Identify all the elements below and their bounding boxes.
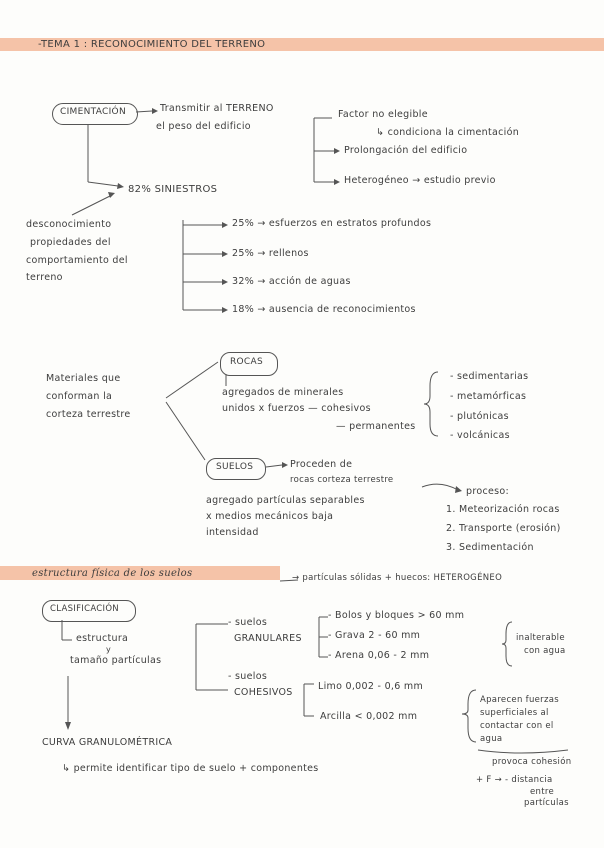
siniestros-label: 82% SINIESTROS xyxy=(128,184,218,195)
clasificacion-label: CLASIFICACIÓN xyxy=(50,604,119,614)
rocas-def-3: — permanentes xyxy=(336,421,416,432)
cohesivos-label-1: - suelos xyxy=(228,671,268,682)
suelos-origin-2: rocas corteza terrestre xyxy=(290,475,394,485)
granulares-label-2: GRANULARES xyxy=(234,633,302,644)
suelos-step-2: 2. Transporte (erosión) xyxy=(446,523,561,534)
suelos-label: SUELOS xyxy=(216,462,254,472)
cimentacion-def-line2: el peso del edificio xyxy=(156,121,251,132)
clasificacion-criteria-2: y xyxy=(106,645,112,654)
suelos-proceso-label: proceso: xyxy=(466,486,509,497)
estructura-title: estructura física de los suelos xyxy=(32,568,193,579)
materiales-line-2: conforman la xyxy=(46,391,113,402)
clasificacion-criteria-1: estructura xyxy=(76,633,129,644)
granulares-item-1: - Bolos y bloques > 60 mm xyxy=(328,610,465,621)
cimentacion-item-2: ↳ condiciona la cimentación xyxy=(376,127,520,138)
cohesivos-note-2: superficiales al xyxy=(480,708,549,718)
rocas-def-1: agregados de minerales xyxy=(222,387,344,398)
cohesivos-item-2: Arcilla < 0,002 mm xyxy=(320,711,418,722)
rocas-type-1: - sedimentarias xyxy=(450,371,529,382)
cimentacion-item-4: Heterogéneo → estudio previo xyxy=(344,175,496,186)
granulares-label-1: - suelos xyxy=(228,617,268,628)
curva-desc: ↳ permite identificar tipo de suelo + componentes xyxy=(62,763,319,774)
siniestros-item-1: 25% → esfuerzos en estratos profundos xyxy=(232,218,432,229)
clasificacion-criteria-3: tamaño partículas xyxy=(70,655,162,666)
cohesion-line-3: entre xyxy=(530,787,554,797)
suelos-def-1: agregado partículas separables xyxy=(206,495,365,506)
siniestros-cause-1: desconocimiento xyxy=(26,219,112,230)
cohesion-line-2: + F → - distancia xyxy=(476,775,553,785)
cohesion-line-1: provoca cohesión xyxy=(492,757,572,767)
rocas-label: ROCAS xyxy=(230,357,263,367)
rocas-type-3: - plutónicas xyxy=(450,411,509,422)
granulares-note-2: con agua xyxy=(524,646,566,656)
cohesion-line-4: partículas xyxy=(524,798,569,808)
granulares-item-3: - Arena 0,06 - 2 mm xyxy=(328,650,430,661)
suelos-def-3: intensidad xyxy=(206,527,259,538)
rocas-type-4: - volcánicas xyxy=(450,430,510,441)
siniestros-item-4: 18% → ausencia de reconocimientos xyxy=(232,304,416,315)
rocas-type-2: - metamórficas xyxy=(450,391,527,402)
suelos-step-1: 1. Meteorización rocas xyxy=(446,504,560,515)
suelos-step-3: 3. Sedimentación xyxy=(446,542,534,553)
materiales-line-1: Materiales que xyxy=(46,373,121,384)
page-title: -TEMA 1 : RECONOCIMIENTO DEL TERRENO xyxy=(38,39,266,50)
cohesivos-item-1: Limo 0,002 - 0,6 mm xyxy=(318,681,424,692)
materiales-line-3: corteza terrestre xyxy=(46,409,131,420)
cohesivos-note-4: agua xyxy=(480,734,503,744)
cohesivos-note-3: contactar con el xyxy=(480,721,554,731)
cimentacion-item-1: Factor no elegible xyxy=(338,109,428,120)
suelos-def-2: x medios mecánicos baja xyxy=(206,511,334,522)
cimentacion-item-3: Prolongación del edificio xyxy=(344,145,468,156)
siniestros-cause-2: propiedades del xyxy=(30,237,111,248)
granulares-item-2: - Grava 2 - 60 mm xyxy=(328,630,421,641)
cimentacion-def-line1: Transmitir al TERRENO xyxy=(160,103,274,114)
siniestros-cause-3: comportamiento del xyxy=(26,255,128,266)
cohesivos-label-2: COHESIVOS xyxy=(234,687,293,698)
cimentacion-label: CIMENTACIÓN xyxy=(60,107,126,117)
siniestros-item-3: 32% → acción de aguas xyxy=(232,276,351,287)
suelos-origin-1: Proceden de xyxy=(290,459,353,470)
siniestros-cause-4: terreno xyxy=(26,272,63,283)
rocas-def-2: unidos x fuerzos — cohesivos xyxy=(222,403,371,414)
granulares-note-1: inalterable xyxy=(516,633,565,643)
estructura-desc: → partículas sólidas + huecos: HETEROGÉNEO xyxy=(292,573,503,583)
siniestros-item-2: 25% → rellenos xyxy=(232,248,309,259)
curva-label: CURVA GRANULOMÉTRICA xyxy=(42,737,173,748)
cohesivos-note-1: Aparecen fuerzas xyxy=(480,695,559,705)
